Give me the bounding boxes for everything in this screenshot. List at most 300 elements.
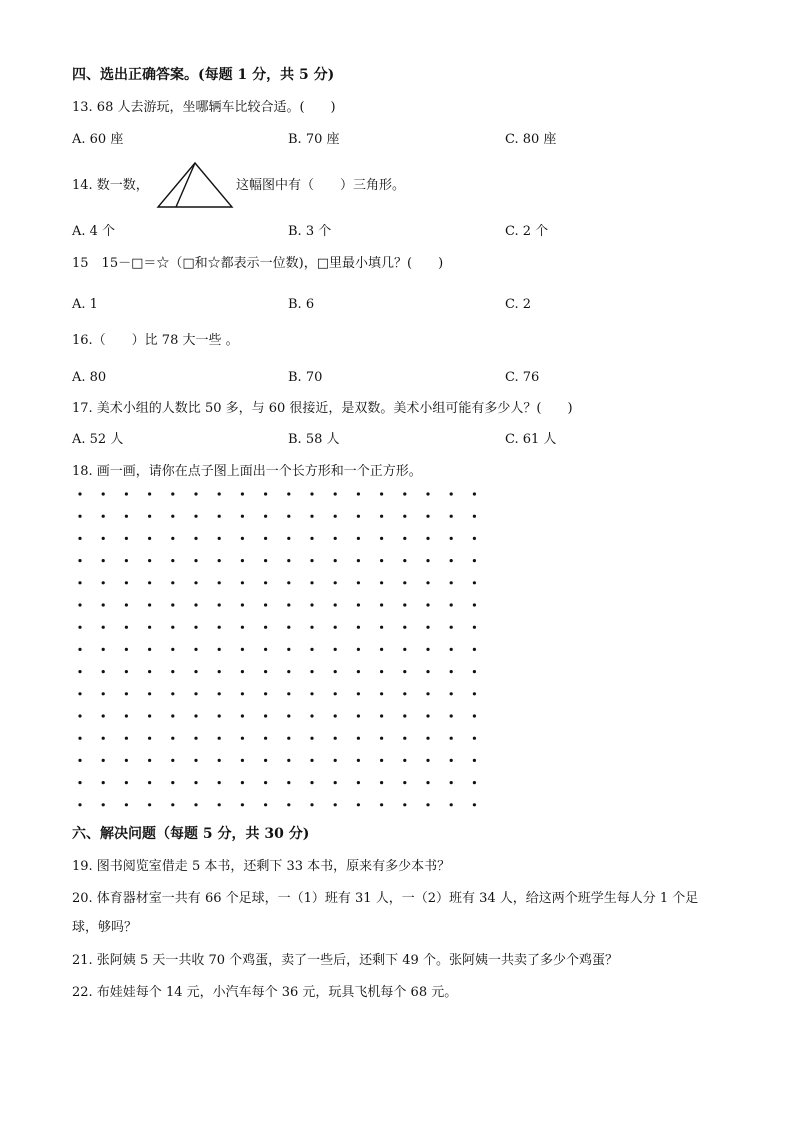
- grid-dot: [194, 559, 197, 562]
- grid-dot: [102, 537, 105, 540]
- grid-dot: [148, 781, 151, 784]
- grid-dot: [218, 803, 221, 806]
- grid-dot: [102, 626, 105, 629]
- grid-dot: [171, 603, 174, 606]
- grid-dot: [310, 648, 313, 651]
- grid-dot: [264, 803, 267, 806]
- question-14-prefix: 14. 数一数，: [72, 178, 149, 193]
- grid-dot: [241, 737, 244, 740]
- grid-dot: [241, 626, 244, 629]
- grid-dot: [78, 781, 81, 784]
- grid-dot: [148, 559, 151, 562]
- grid-dot: [473, 781, 476, 784]
- question-17-option-c: C. 61 人: [505, 432, 557, 447]
- grid-dot: [357, 714, 360, 717]
- grid-dot: [78, 759, 81, 762]
- grid-dot: [148, 537, 151, 540]
- question-17-option-b: B. 58 人: [288, 432, 340, 447]
- grid-dot: [171, 670, 174, 673]
- grid-dot: [125, 714, 128, 717]
- grid-dot: [125, 537, 128, 540]
- grid-dot: [310, 714, 313, 717]
- grid-dot: [287, 515, 290, 518]
- question-16-stem: 16.（ ）比 78 大一些 。: [72, 333, 239, 348]
- question-13-option-b: B. 70 座: [288, 132, 340, 147]
- grid-dot: [334, 759, 337, 762]
- grid-dot: [287, 803, 290, 806]
- grid-dot: [171, 714, 174, 717]
- grid-dot: [403, 648, 406, 651]
- grid-dot: [148, 603, 151, 606]
- grid-dot: [218, 515, 221, 518]
- grid-dot: [380, 692, 383, 695]
- question-16-option-c: C. 76: [505, 370, 540, 385]
- grid-dot: [380, 759, 383, 762]
- grid-dot: [125, 670, 128, 673]
- grid-dot: [78, 603, 81, 606]
- question-17-option-a: A. 52 人: [72, 432, 124, 447]
- grid-dot: [148, 581, 151, 584]
- grid-dot: [287, 714, 290, 717]
- grid-dot: [310, 692, 313, 695]
- grid-dot: [264, 559, 267, 562]
- grid-dot: [473, 537, 476, 540]
- grid-dot: [450, 737, 453, 740]
- grid-dot: [218, 603, 221, 606]
- grid-dot: [473, 603, 476, 606]
- grid-dot: [194, 492, 197, 495]
- grid-dot: [194, 626, 197, 629]
- grid-dot: [78, 559, 81, 562]
- grid-dot: [78, 581, 81, 584]
- grid-dot: [357, 670, 360, 673]
- grid-dot: [171, 781, 174, 784]
- grid-dot: [403, 492, 406, 495]
- grid-dot: [148, 648, 151, 651]
- grid-dot: [426, 515, 429, 518]
- question-17-stem: 17. 美术小组的人数比 50 多，与 60 很接近，是双数。美术小组可能有多少人？( ): [72, 401, 573, 416]
- grid-dot: [310, 626, 313, 629]
- grid-dot: [125, 803, 128, 806]
- grid-dot: [287, 603, 290, 606]
- grid-dot: [287, 648, 290, 651]
- grid-dot: [310, 492, 313, 495]
- grid-dot: [78, 648, 81, 651]
- grid-dot: [473, 714, 476, 717]
- grid-dot: [264, 626, 267, 629]
- grid-dot: [473, 515, 476, 518]
- grid-dot: [287, 559, 290, 562]
- grid-dot: [241, 670, 244, 673]
- grid-dot: [171, 648, 174, 651]
- grid-dot: [380, 492, 383, 495]
- grid-dot: [218, 626, 221, 629]
- grid-dot: [426, 581, 429, 584]
- grid-dot: [102, 648, 105, 651]
- grid-dot: [125, 515, 128, 518]
- grid-dot: [171, 492, 174, 495]
- grid-dot: [125, 603, 128, 606]
- grid-dot: [241, 581, 244, 584]
- question-13-stem: 13. 68 人去游玩，坐哪辆车比较合适。( ): [72, 100, 336, 115]
- grid-dot: [334, 581, 337, 584]
- grid-dot: [241, 781, 244, 784]
- grid-dot: [357, 515, 360, 518]
- grid-dot: [450, 626, 453, 629]
- grid-dot: [357, 692, 360, 695]
- question-13-option-a: A. 60 座: [72, 132, 124, 147]
- grid-dot: [102, 803, 105, 806]
- question-15-option-c: C. 2: [505, 297, 532, 312]
- grid-dot: [78, 714, 81, 717]
- grid-dot: [171, 537, 174, 540]
- grid-dot: [334, 737, 337, 740]
- grid-dot: [334, 626, 337, 629]
- grid-dot: [125, 626, 128, 629]
- grid-dot: [194, 603, 197, 606]
- grid-dot: [450, 648, 453, 651]
- grid-dot: [310, 515, 313, 518]
- grid-dot: [102, 670, 105, 673]
- grid-dot: [403, 692, 406, 695]
- grid-dot: [241, 648, 244, 651]
- grid-dot: [426, 692, 429, 695]
- grid-dot: [78, 692, 81, 695]
- question-18-stem: 18. 画一画，请你在点子图上面出一个长方形和一个正方形。: [72, 464, 422, 479]
- grid-dot: [473, 648, 476, 651]
- grid-dot: [380, 737, 383, 740]
- grid-dot: [357, 603, 360, 606]
- grid-dot: [171, 581, 174, 584]
- grid-dot: [148, 626, 151, 629]
- grid-dot: [403, 781, 406, 784]
- question-15-option-b: B. 6: [288, 297, 315, 312]
- grid-dot: [171, 559, 174, 562]
- grid-dot: [426, 648, 429, 651]
- grid-dot: [287, 692, 290, 695]
- grid-dot: [310, 670, 313, 673]
- grid-dot: [450, 781, 453, 784]
- grid-dot: [264, 492, 267, 495]
- grid-dot: [148, 803, 151, 806]
- grid-dot: [426, 803, 429, 806]
- grid-dot: [171, 626, 174, 629]
- grid-dot: [426, 559, 429, 562]
- grid-dot: [78, 626, 81, 629]
- grid-dot: [218, 648, 221, 651]
- question-16-option-a: A. 80: [72, 370, 107, 385]
- grid-dot: [450, 670, 453, 673]
- grid-dot: [357, 759, 360, 762]
- grid-dot: [287, 781, 290, 784]
- grid-dot: [403, 559, 406, 562]
- grid-dot: [403, 515, 406, 518]
- grid-dot: [426, 603, 429, 606]
- grid-dot: [264, 515, 267, 518]
- grid-dot: [102, 581, 105, 584]
- grid-dot: [473, 759, 476, 762]
- grid-dot: [450, 603, 453, 606]
- grid-dot: [310, 603, 313, 606]
- grid-dot: [218, 759, 221, 762]
- grid-dot: [102, 515, 105, 518]
- grid-dot: [78, 670, 81, 673]
- grid-dot: [334, 803, 337, 806]
- grid-dot: [334, 537, 337, 540]
- grid-dot: [403, 537, 406, 540]
- grid-dot: [218, 781, 221, 784]
- grid-dot: [102, 603, 105, 606]
- grid-dot: [171, 692, 174, 695]
- grid-dot: [125, 581, 128, 584]
- grid-dot: [148, 737, 151, 740]
- grid-dot: [78, 737, 81, 740]
- grid-dot: [125, 648, 128, 651]
- grid-dot: [450, 515, 453, 518]
- grid-dot: [310, 737, 313, 740]
- grid-dot: [357, 626, 360, 629]
- grid-dot: [334, 714, 337, 717]
- grid-dot: [241, 603, 244, 606]
- dot-grid[interactable]: [70, 484, 480, 816]
- grid-dot: [380, 515, 383, 518]
- grid-dot: [380, 781, 383, 784]
- grid-dot: [218, 581, 221, 584]
- grid-dot: [450, 581, 453, 584]
- grid-dot: [473, 492, 476, 495]
- grid-dot: [450, 714, 453, 717]
- grid-dot: [194, 537, 197, 540]
- grid-dot: [241, 803, 244, 806]
- grid-dot: [264, 737, 267, 740]
- grid-dot: [310, 803, 313, 806]
- grid-dot: [241, 714, 244, 717]
- question-14-option-b: B. 3 个: [288, 224, 332, 239]
- grid-dot: [334, 492, 337, 495]
- grid-dot: [78, 803, 81, 806]
- grid-dot: [450, 803, 453, 806]
- grid-dot: [125, 692, 128, 695]
- grid-dot: [218, 559, 221, 562]
- grid-dot: [264, 648, 267, 651]
- grid-dot: [357, 781, 360, 784]
- grid-dot: [218, 692, 221, 695]
- section-6-heading: 六、解决问题（每题 5 分，共 30 分): [72, 826, 310, 842]
- grid-dot: [450, 759, 453, 762]
- grid-dot: [241, 492, 244, 495]
- grid-dot: [380, 670, 383, 673]
- question-20-line-1: 20. 体育器材室一共有 66 个足球，一（1）班有 31 人，一（2）班有 34 人，给这两个班学生每人分 1 个足: [72, 891, 699, 906]
- grid-dot: [78, 515, 81, 518]
- grid-dot: [403, 737, 406, 740]
- grid-dot: [287, 492, 290, 495]
- question-21-stem: 21. 张阿姨 5 天一共收 70 个鸡蛋，卖了一些后，还剩下 49 个。张阿姨一共卖了多少个鸡蛋？: [72, 953, 618, 968]
- grid-dot: [148, 670, 151, 673]
- grid-dot: [148, 492, 151, 495]
- grid-dot: [148, 515, 151, 518]
- grid-dot: [357, 803, 360, 806]
- grid-dot: [426, 626, 429, 629]
- question-15-stem: 15 15－□＝☆（□和☆都表示一位数)，□里最小填几？( ): [72, 256, 444, 271]
- grid-dot: [473, 626, 476, 629]
- grid-dot: [450, 692, 453, 695]
- grid-dot: [426, 759, 429, 762]
- grid-dot: [380, 803, 383, 806]
- grid-dot: [357, 559, 360, 562]
- grid-dot: [357, 537, 360, 540]
- grid-dot: [334, 603, 337, 606]
- grid-dot: [287, 537, 290, 540]
- grid-dot: [310, 537, 313, 540]
- grid-dot: [194, 803, 197, 806]
- grid-dot: [102, 759, 105, 762]
- question-14-suffix: 这幅图中有（ ）三角形。: [236, 178, 406, 193]
- grid-dot: [403, 670, 406, 673]
- grid-dot: [125, 559, 128, 562]
- grid-dot: [194, 515, 197, 518]
- grid-dot: [241, 559, 244, 562]
- grid-dot: [264, 670, 267, 673]
- triangle-figure: [154, 160, 236, 212]
- grid-dot: [194, 714, 197, 717]
- grid-dot: [287, 759, 290, 762]
- grid-dot: [264, 759, 267, 762]
- grid-dot: [102, 781, 105, 784]
- grid-dot: [334, 670, 337, 673]
- grid-dot: [194, 781, 197, 784]
- grid-dot: [426, 492, 429, 495]
- grid-dot: [403, 759, 406, 762]
- grid-dot: [125, 759, 128, 762]
- grid-dot: [218, 492, 221, 495]
- grid-dot: [264, 714, 267, 717]
- grid-dot: [287, 737, 290, 740]
- grid-dot: [473, 692, 476, 695]
- grid-dot: [264, 603, 267, 606]
- grid-dot: [357, 581, 360, 584]
- grid-dot: [403, 603, 406, 606]
- grid-dot: [380, 714, 383, 717]
- grid-dot: [171, 737, 174, 740]
- grid-dot: [473, 737, 476, 740]
- grid-dot: [287, 670, 290, 673]
- grid-dot: [171, 515, 174, 518]
- grid-dot: [357, 492, 360, 495]
- grid-dot: [310, 581, 313, 584]
- grid-dot: [125, 737, 128, 740]
- grid-dot: [403, 803, 406, 806]
- grid-dot: [403, 626, 406, 629]
- grid-dot: [473, 559, 476, 562]
- grid-dot: [357, 737, 360, 740]
- grid-dot: [426, 781, 429, 784]
- grid-dot: [473, 670, 476, 673]
- grid-dot: [194, 692, 197, 695]
- grid-dot: [171, 759, 174, 762]
- grid-dot: [287, 626, 290, 629]
- grid-dot: [78, 492, 81, 495]
- grid-dot: [218, 670, 221, 673]
- grid-dot: [148, 759, 151, 762]
- grid-dot: [334, 515, 337, 518]
- question-13-option-c: C. 80 座: [505, 132, 557, 147]
- grid-dot: [334, 692, 337, 695]
- grid-dot: [450, 559, 453, 562]
- grid-dot: [264, 692, 267, 695]
- grid-dot: [287, 581, 290, 584]
- grid-dot: [241, 692, 244, 695]
- grid-dot: [218, 537, 221, 540]
- grid-dot: [171, 803, 174, 806]
- grid-dot: [426, 670, 429, 673]
- question-22-stem: 22. 布娃娃每个 14 元，小汽车每个 36 元，玩具飞机每个 68 元。: [72, 985, 458, 1000]
- grid-dot: [426, 737, 429, 740]
- grid-dot: [78, 537, 81, 540]
- grid-dot: [380, 537, 383, 540]
- grid-dot: [194, 648, 197, 651]
- grid-dot: [241, 515, 244, 518]
- question-14-option-a: A. 4 个: [72, 224, 116, 239]
- grid-dot: [102, 492, 105, 495]
- question-20-line-2: 球，够吗？: [72, 920, 138, 935]
- grid-dot: [264, 581, 267, 584]
- grid-dot: [264, 537, 267, 540]
- grid-dot: [334, 559, 337, 562]
- grid-dot: [194, 581, 197, 584]
- grid-dot: [125, 781, 128, 784]
- grid-dot: [102, 737, 105, 740]
- grid-dot: [241, 759, 244, 762]
- grid-dot: [403, 581, 406, 584]
- grid-dot: [473, 803, 476, 806]
- question-15-option-a: A. 1: [72, 297, 98, 312]
- grid-dot: [426, 537, 429, 540]
- question-14-option-c: C. 2 个: [505, 224, 549, 239]
- grid-dot: [102, 692, 105, 695]
- grid-dot: [125, 492, 128, 495]
- grid-dot: [218, 714, 221, 717]
- grid-dot: [194, 737, 197, 740]
- grid-dot: [380, 626, 383, 629]
- grid-dot: [310, 781, 313, 784]
- grid-dot: [218, 737, 221, 740]
- grid-dot: [148, 714, 151, 717]
- grid-dot: [334, 648, 337, 651]
- question-16-option-b: B. 70: [288, 370, 323, 385]
- grid-dot: [380, 581, 383, 584]
- grid-dot: [102, 559, 105, 562]
- grid-dot: [450, 537, 453, 540]
- grid-dot: [148, 692, 151, 695]
- grid-dot: [194, 759, 197, 762]
- grid-dot: [264, 781, 267, 784]
- grid-dot: [473, 581, 476, 584]
- grid-dot: [310, 559, 313, 562]
- grid-dot: [357, 648, 360, 651]
- grid-dot: [403, 714, 406, 717]
- grid-dot: [380, 559, 383, 562]
- grid-dot: [102, 714, 105, 717]
- grid-dot: [450, 492, 453, 495]
- grid-dot: [241, 537, 244, 540]
- grid-dot: [334, 781, 337, 784]
- grid-dot: [194, 670, 197, 673]
- question-19-stem: 19. 图书阅览室借走 5 本书，还剩下 33 本书，原来有多少本书？: [72, 859, 451, 874]
- grid-dot: [380, 603, 383, 606]
- grid-dot: [380, 648, 383, 651]
- section-4-heading: 四、选出正确答案。(每题 1 分，共 5 分): [72, 67, 335, 83]
- grid-dot: [426, 714, 429, 717]
